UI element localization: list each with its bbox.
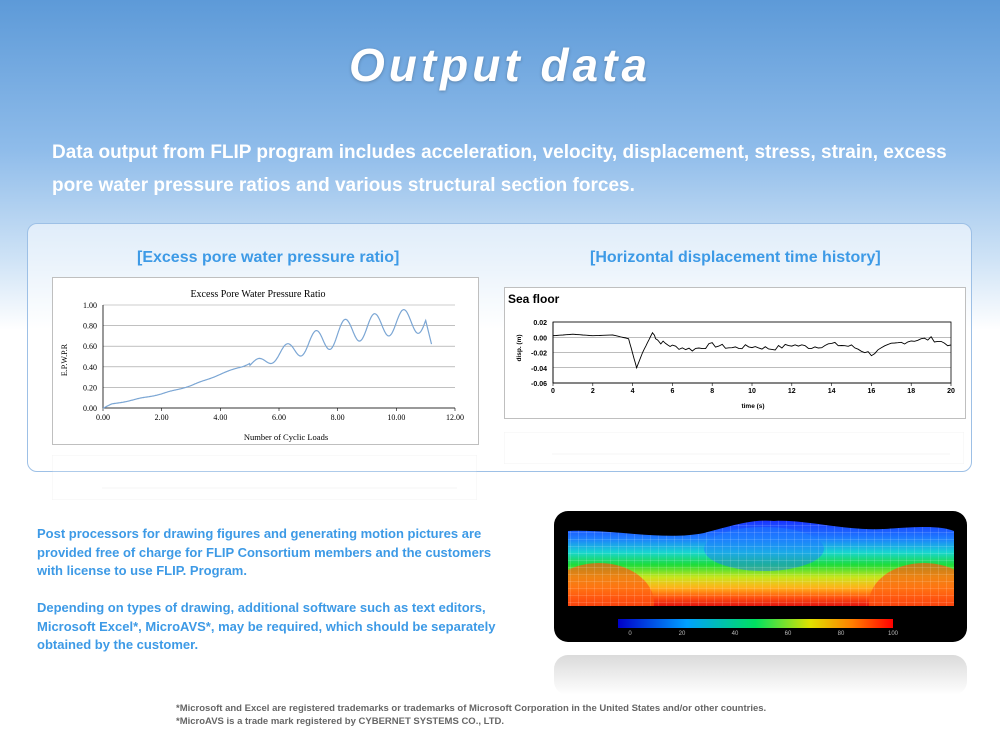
chart-series-line [103,310,432,408]
x-tick-label: 20 [947,388,955,395]
paragraph-software: Depending on types of drawing, additional software such as text editors, Microsoft Excel*, MicroAVS*, may be required, which should be separately obtained by the customer. [37,600,496,652]
seafloor-chart-svg [505,288,965,418]
y-tick-label: -0.02 [531,350,547,358]
right-caption: [Horizontal displacement time history] [590,249,881,266]
y-tick-label: 0.40 [83,362,97,372]
colorbar-tick: 80 [837,631,845,637]
x-tick-label: 18 [907,388,916,395]
x-tick-label: 0.00 [96,413,110,422]
colorbar-tick: 40 [731,631,739,637]
colorbar-tick: 0 [628,631,632,637]
colorbar-tick: 60 [784,631,792,637]
x-tick-label: 4 [630,388,635,395]
chart-x-label: Number of Cyclic Loads [243,432,329,442]
colorbar-tick: 100 [887,631,899,637]
x-tick-label: 6.00 [272,413,286,422]
left-chart-reflection [52,455,477,500]
x-tick-label: 0 [551,388,555,395]
chart-y-label: E.P.W.P.R [60,343,69,377]
chart-title: Excess Pore Water Pressure Ratio [190,289,326,300]
y-tick-label: 0.60 [83,342,97,352]
fem-image-reflection [554,655,967,695]
paragraph-postprocessors: Post processors for drawing figures and generating motion pictures are provided free of charge for FLIP Consortium members and the customers with license to use FLIP. Program. [37,526,492,578]
intro-text: Data output from FLIP program includes acceleration, velocity, displacement, stress, strain, excess pore water pressure ratios and various structural section forces. [52,142,947,196]
chart-title: Sea floor [508,292,560,306]
footnote-microsoft: *Microsoft and Excel are registered trademarks or trademarks of Microsoft Corporation in the United States and/or other countries. [176,703,767,714]
y-tick-label: 0.00 [83,404,97,413]
y-tick-label: 1.00 [83,301,97,310]
y-tick-label: -0.06 [531,381,547,388]
epwpr-chart [52,277,479,445]
x-tick-label: 2.00 [154,413,169,422]
y-tick-label: 0.20 [83,383,97,393]
y-tick-label: -0.04 [531,365,547,373]
y-tick-label: 0.80 [83,321,97,331]
page-title: Output data [348,39,652,91]
y-tick-label: 0.02 [533,320,547,327]
x-tick-label: 10 [748,388,756,395]
x-tick-label: 16 [867,388,876,395]
x-tick-label: 2 [590,388,595,395]
seafloor-chart [504,287,966,419]
x-tick-label: 12.00 [446,413,464,422]
x-tick-label: 10.00 [387,413,406,422]
fem-contour-svg [554,511,967,642]
right-chart-reflection [504,432,964,464]
chart-y-label: disp. (m) [516,334,523,362]
left-caption: [Excess pore water pressure ratio] [137,249,400,266]
chart-x-label: time (s) [741,403,765,410]
footnote-microavs: *MicroAVS is a trade mark registered by CYBERNET SYSTEMS CO., LTD. [176,716,505,727]
fem-contour-image [554,511,967,642]
x-tick-label: 8 [710,388,715,395]
x-tick-label: 6 [670,388,675,395]
epwpr-chart-svg [53,278,478,444]
colorbar-tick: 20 [678,631,686,637]
x-tick-label: 8.00 [330,413,345,422]
y-tick-label: 0.00 [533,335,547,343]
x-tick-label: 12 [787,388,796,395]
color-scale-bar [618,619,893,628]
x-tick-label: 4.00 [213,413,228,422]
x-tick-label: 14 [827,388,836,395]
chart-series-line [553,333,951,368]
